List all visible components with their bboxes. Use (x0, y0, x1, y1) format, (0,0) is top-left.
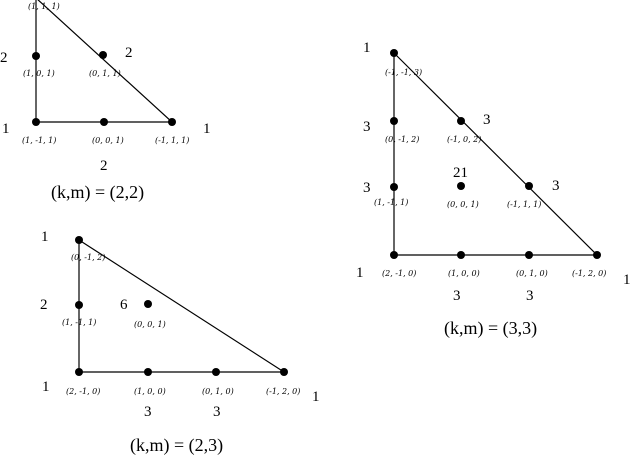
multiplicity-label: 1 (363, 40, 371, 56)
multiplicity-label: 2 (125, 45, 133, 61)
multiplicity-label: 21 (453, 165, 468, 181)
lattice-point (390, 49, 398, 57)
diagram-caption: (k,m) = (3,3) (444, 318, 538, 338)
point-coordinate: (-1, 2, 0) (266, 387, 301, 396)
multiplicity-label: 2 (40, 297, 48, 313)
lattice-point (75, 236, 83, 244)
lattice-point (390, 183, 398, 191)
lattice-point (593, 251, 601, 259)
lattice-point (144, 368, 152, 376)
point-coordinate: (1, -1, 1) (62, 318, 97, 327)
lattice-point (100, 118, 108, 126)
lattice-point (32, 118, 40, 126)
point-coordinate: (2, -1, 0) (382, 269, 417, 278)
multiplicity-label: 1 (42, 379, 50, 395)
triangle-edge (79, 240, 284, 372)
lattice-point (457, 182, 465, 190)
multiplicity-label: 1 (356, 265, 364, 281)
lattice-point (525, 182, 533, 190)
lattice-point (75, 301, 83, 309)
multiplicity-label: 3 (552, 178, 560, 194)
point-coordinate: (-1, 0, 2) (447, 135, 482, 144)
multiplicity-label: 3 (483, 112, 491, 128)
point-coordinate: (2, -1, 0) (66, 387, 101, 396)
diagram-3-3 (356, 40, 631, 339)
multiplicity-label: 1 (2, 121, 10, 137)
point-coordinate: (1, -1, 1) (22, 136, 57, 145)
point-coordinate: (0, -1, 2) (385, 135, 420, 144)
multiplicity-label: 3 (526, 288, 534, 304)
lattice-point (32, 52, 40, 60)
lattice-point (280, 368, 288, 376)
multiplicity-label: 2 (100, 158, 108, 174)
point-coordinate: (0, 0, 1) (447, 200, 479, 209)
point-coordinate: (0, -1, 2) (71, 253, 106, 262)
point-coordinate: (1, 1, 1) (28, 2, 60, 11)
point-coordinate: (0, 1, 1) (89, 69, 121, 78)
triangle-edge (394, 53, 597, 255)
lattice-point (457, 251, 465, 259)
lattice-point (144, 300, 152, 308)
point-coordinate: (1, 0, 0) (134, 387, 166, 396)
point-coordinate: (1, -1, 1) (374, 198, 409, 207)
point-coordinate: (-1, 1, 1) (155, 136, 190, 145)
lattice-point (390, 117, 398, 125)
diagram-caption: (k,m) = (2,3) (130, 435, 224, 455)
point-coordinate: (1, 0, 0) (448, 269, 480, 278)
triangle-edge (36, 0, 172, 122)
multiplicity-label: 1 (623, 272, 631, 288)
multiplicity-label: 1 (312, 389, 320, 405)
multiplicity-label: 6 (120, 297, 128, 313)
point-coordinate: (0, 1, 0) (516, 269, 548, 278)
diagram-2-3 (40, 229, 320, 456)
lattice-point (457, 117, 465, 125)
multiplicity-label: 1 (41, 229, 49, 245)
point-coordinate: (0, 1, 0) (202, 387, 234, 396)
diagram-2-2 (0, 0, 211, 203)
point-coordinate: (-1, -1, 3) (385, 68, 423, 77)
lattice-point (212, 368, 220, 376)
multiplicity-label: 3 (144, 404, 152, 420)
lattice-point (525, 251, 533, 259)
multiplicity-label: 3 (213, 404, 221, 420)
point-coordinate: (-1, 1, 1) (507, 200, 542, 209)
diagram-caption: (k,m) = (2,2) (51, 182, 145, 202)
point-coordinate: (-1, 2, 0) (572, 269, 607, 278)
multiplicity-label: 3 (363, 180, 371, 196)
point-coordinate: (0, 0, 1) (92, 136, 124, 145)
multiplicity-label: 3 (363, 119, 371, 135)
point-coordinate: (0, 0, 1) (134, 320, 166, 329)
lattice-point (390, 251, 398, 259)
lattice-point (75, 368, 83, 376)
multiplicity-label: 3 (453, 288, 461, 304)
lattice-point (168, 118, 176, 126)
point-coordinate: (1, 0, 1) (23, 69, 55, 78)
multiplicity-label: 1 (203, 121, 211, 137)
lattice-point (99, 51, 107, 59)
multiplicity-label: 2 (0, 50, 8, 66)
